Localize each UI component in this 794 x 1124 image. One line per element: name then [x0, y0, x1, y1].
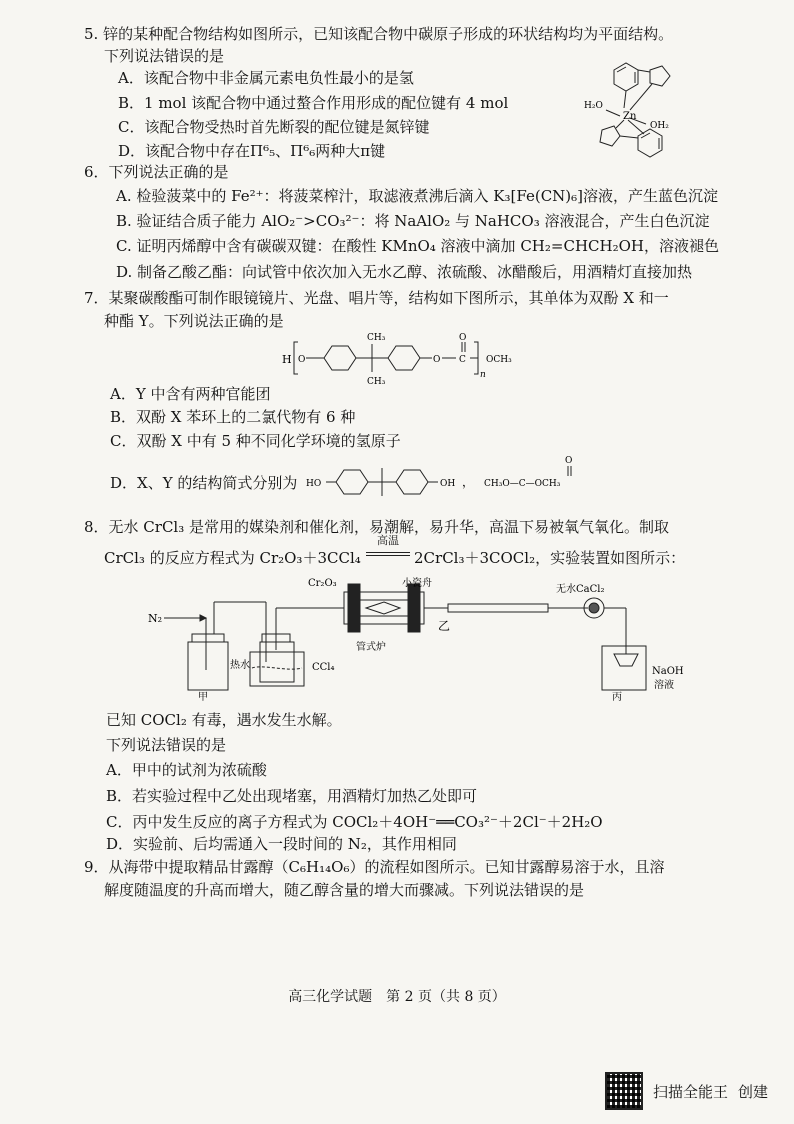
water-label-left: H₂O [584, 101, 603, 111]
bing-label: 丙 [612, 692, 622, 703]
q9-stem-line1: 9．从海带中提取精品甘露醇（C₆H₁₄O₆）的流程如图所示。已知甘露醇易溶于水，且溶 [84, 858, 665, 876]
scanner-app-name: 扫描全能王 [652, 1082, 728, 1101]
polymer-och3-label: OCH₃ [486, 355, 512, 365]
furnace-label: 管式炉 [356, 642, 386, 653]
cr2o3-label: Cr₂O₃ [308, 578, 337, 589]
structures-separator: ， [462, 475, 475, 489]
q8-ask: 下列说法错误的是 [106, 736, 227, 754]
q8-option-a: A．甲中的试剂为浓硫酸 [106, 761, 267, 779]
q6-option-d: D. 制备乙酸乙酯：向试管中依次加入无水乙醇、浓硫酸、冰醋酸后，用酒精灯直接加热 [116, 263, 693, 281]
bisphenol-oh-label: OH [440, 479, 456, 489]
polymer-o1-label: O [298, 355, 306, 365]
q8-option-b: B．若实验过程中乙处出现堵塞，用酒精灯加热乙处即可 [106, 787, 478, 805]
naoh-solution-label: 溶液 [654, 680, 674, 691]
equals-sign [366, 552, 410, 556]
reaction-condition: 高温 [377, 534, 399, 547]
bisphenol-and-ester-structures [306, 450, 646, 510]
q7-option-d: D．X、Y 的结构简式分别为 [110, 474, 298, 492]
ester-y-label: CH₃O—C—OCH₃ [484, 479, 561, 489]
q6-option-a: A. 检验菠菜中的 Fe²⁺：将菠菜榨汁，取滤液煮沸后滴入 K₃[Fe(CN)₆]溶液，产生蓝色沉淀 [116, 187, 719, 205]
q8-option-c: C．丙中发生反应的离子方程式为 COCl₂＋4OH⁻══CO₃²⁻＋2Cl⁻＋2H₂O [106, 813, 603, 831]
q6-option-c: C. 证明丙烯醇中含有碳碳双键：在酸性 KMnO₄ 溶液中滴加 CH₂=CHCH₂OH，溶液褪色 [116, 237, 719, 255]
q7-option-c: C．双酚 X 中有 5 种不同化学环境的氢原子 [110, 432, 401, 450]
cacl2-label: 无水CaCl₂ [556, 584, 605, 595]
polymer-n-label: n [480, 370, 486, 380]
q5-option-d: D．该配合物中存在Π⁶₅、Π⁶₆两种大π键 [118, 142, 386, 160]
apparatus-diagram [148, 572, 708, 704]
water-label-right: OH₂ [650, 121, 669, 131]
ccl4-label: CCl₄ [312, 662, 335, 673]
q5-option-c: C．该配合物受热时首先断裂的配位键是氮锌键 [118, 118, 430, 136]
q7-option-a: A．Y 中含有两种官能团 [110, 385, 271, 403]
q8-stem-line2-post: 2CrCl₃＋3COCl₂，实验装置如图所示： [414, 549, 686, 567]
n2-label: N₂ [148, 612, 163, 625]
yi-label: 乙 [438, 619, 451, 633]
boat-label: 小瓷舟 [402, 578, 432, 589]
zinc-complex-structure [580, 56, 710, 176]
q5-stem-line2: 下列说法错误的是 [104, 47, 225, 65]
jia-label: 甲 [198, 692, 208, 703]
polycarbonate-structure [280, 330, 580, 392]
page-footer: 高三化学试题 第 2 页（共 8 页） [288, 989, 506, 1005]
polymer-ch3-bottom: CH₃ [367, 377, 386, 387]
q5-option-b: B．1 mol 该配合物中通过螯合作用形成的配位键有 4 mol [118, 94, 509, 112]
q7-option-b: B．双酚 X 苯环上的二氯代物有 6 种 [110, 408, 356, 426]
bisphenol-ho-label: HO [306, 479, 322, 489]
q8-option-d: D．实验前、后均需通入一段时间的 N₂，其作用相同 [106, 835, 457, 853]
q7-stem-line2: 种酯 Y。下列说法正确的是 [104, 312, 284, 330]
zn-label: Zn [623, 111, 637, 122]
q6-option-b: B. 验证结合质子能力 AlO₂⁻>CO₃²⁻：将 NaAlO₂ 与 NaHCO₃ 溶液混合，产生白色沉淀 [116, 212, 710, 230]
q7-stem-line1: 7．某聚碳酸酯可制作眼镜镜片、光盘、唱片等，结构如下图所示，其单体为双酚 X 和一 [84, 289, 669, 307]
naoh-label: NaOH [652, 666, 684, 677]
q8-note: 已知 COCl₂ 有毒，遇水发生水解。 [106, 711, 342, 729]
q8-stem-line2-pre: CrCl₃ 的反应方程式为 Cr₂O₃＋3CCl₄ [104, 549, 361, 567]
polymer-h-label: H [282, 353, 292, 366]
q5-stem-line1: 5. 锌的某种配合物结构如图所示，已知该配合物中碳原子形成的环状结构均为平面结构。 [84, 25, 674, 43]
q6-stem: 6．下列说法正确的是 [84, 163, 229, 181]
q9-stem-line2: 解度随温度的升高而增大，随乙醇含量的增大而骤减。下列说法错误的是 [104, 881, 585, 899]
polymer-o2-label: O [433, 355, 441, 365]
polymer-o-top-label: O [459, 333, 467, 343]
q5-option-a: A．该配合物中非金属元素电负性最小的是氢 [118, 69, 414, 87]
hot-water-label: 热水 [230, 660, 250, 671]
polymer-c-label: C [459, 355, 466, 365]
qr-code-icon [605, 1072, 643, 1110]
q8-stem-line1: 8．无水 CrCl₃ 是常用的媒染剂和催化剂，易潮解，易升华，高温下易被氧气氧化。制取 [84, 518, 670, 536]
polymer-ch3-top: CH₃ [367, 333, 386, 343]
scanner-action: 创建 [737, 1082, 768, 1101]
ester-y-o-label: O [565, 456, 573, 466]
scanner-watermark [605, 1072, 768, 1110]
